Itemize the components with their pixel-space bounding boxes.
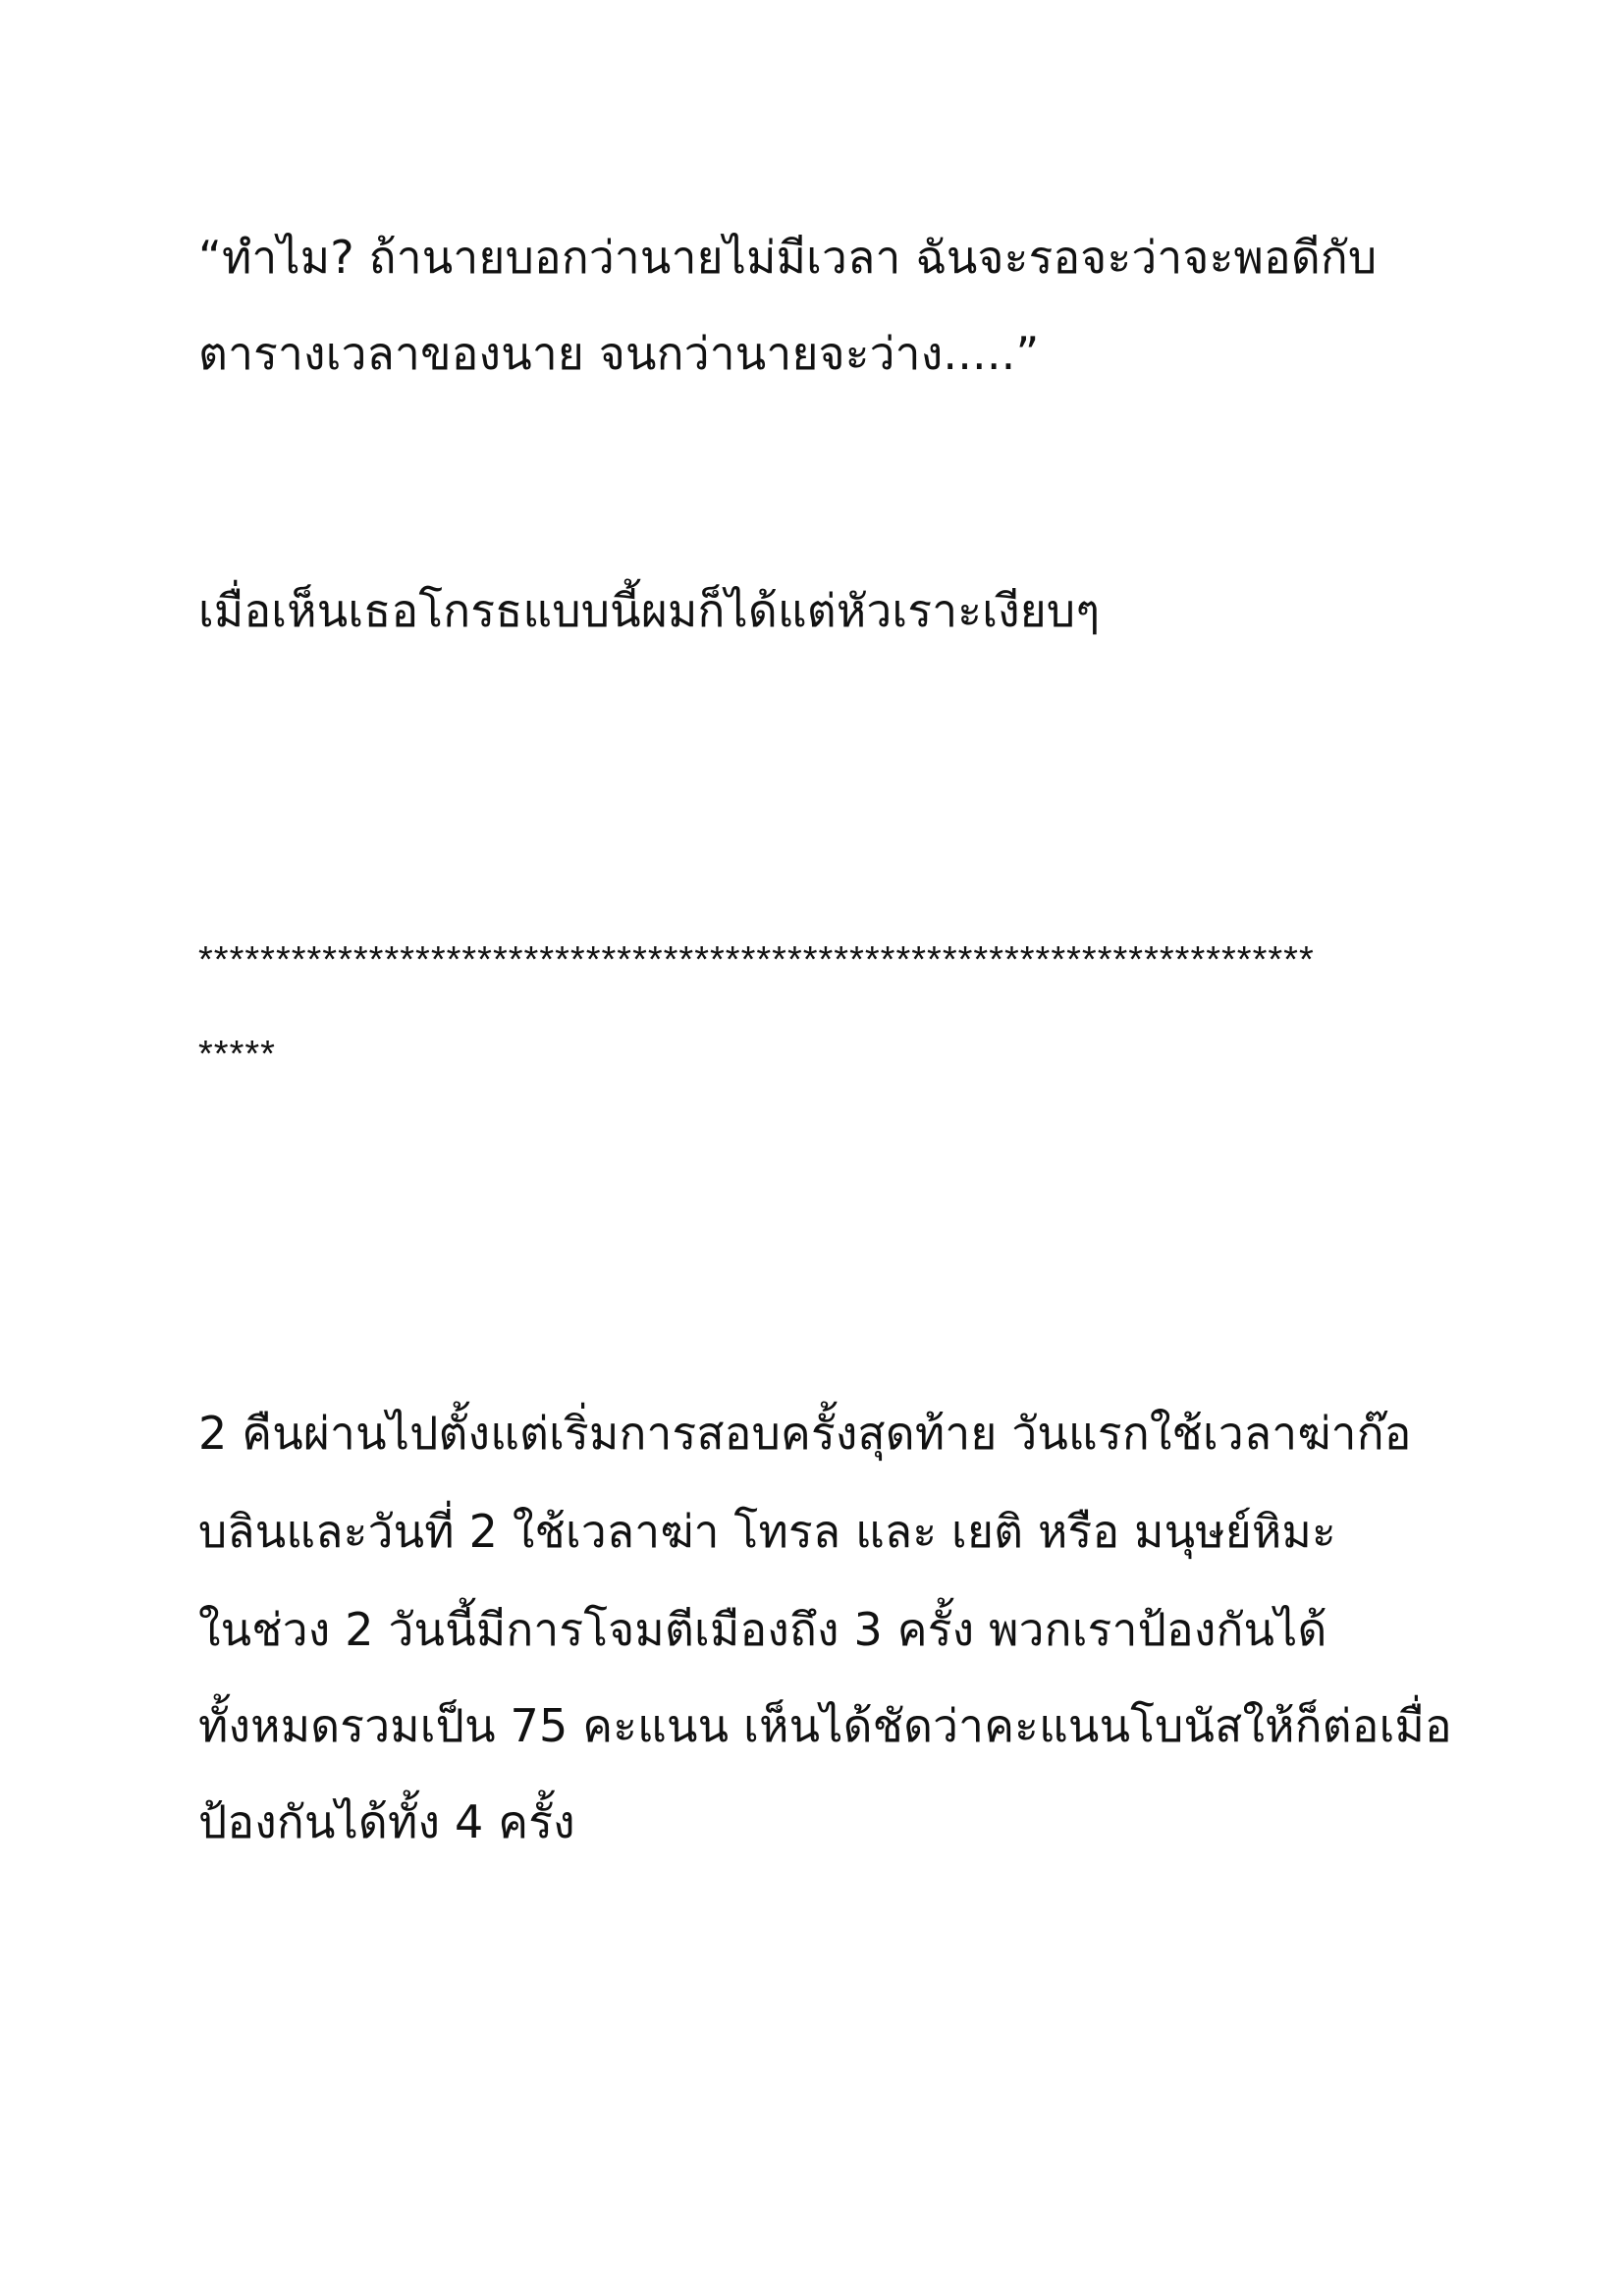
scene-separator-line-1: ************************************************************************: [198, 939, 1315, 981]
dialogue-line-1: “ทำไม? ถ้านายบอกว่านายไม่มีเวลา ฉันจะรอจะว่าจะพอดีกับ: [198, 231, 1378, 284]
narration-line-1: เมื่อเห็นเธอโกรธแบบนี้ผมก็ได้แต่หัวเราะเงียบๆ: [198, 584, 1101, 637]
body-line-1: 2 คืนผ่านไปตั้งแต่เริ่มการสอบครั้งสุดท้าย วันแรกใช้เวลาฆ่าก๊อ: [198, 1407, 1412, 1460]
body-line-5: ป้องกันได้ทั้ง 4 ครั้ง: [198, 1795, 575, 1848]
scene-separator-line-2: *****: [198, 1034, 276, 1075]
dialogue-line-2: ตารางเวลาของนาย จนกว่านายจะว่าง.....”: [198, 327, 1040, 380]
body-line-2: บลินและวันที่ 2 ใช้เวลาฆ่า โทรล และ เยติ หรือ มนุษย์หิมะ: [198, 1505, 1336, 1558]
body-line-3: ในช่วง 2 วันนี้มีการโจมตีเมืองถึง 3 ครั้ง พวกเราป้องกันได้: [198, 1603, 1327, 1656]
body-line-4: ทั้งหมดรวมเป็น 75 คะแนน เห็นได้ชัดว่าคะแนนโบนัสให้ก็ต่อเมื่อ: [198, 1699, 1452, 1752]
